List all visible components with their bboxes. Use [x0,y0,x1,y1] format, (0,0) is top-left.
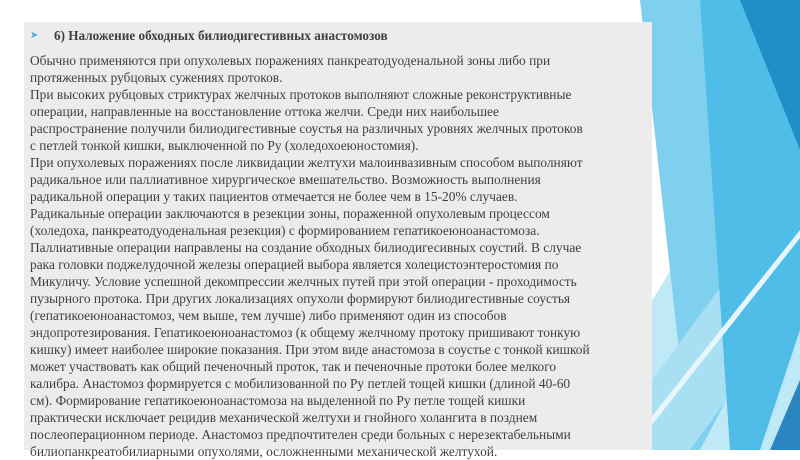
text-line: см). Формирование гепатикоеюноанастомоза на выделенной по Ру петле тощей кишки [30,393,526,408]
text-line: может участвовать как общий печеночный проток, так и печеночные протоки более мелкого [30,359,557,374]
slide-heading: 6) Наложение обходных билиодигестивных анастомозов [54,28,388,43]
text-line: Паллиативные операции направлены на создание обходных билиодигесивных соустий. В случае [30,240,582,255]
text-line: практически исключает рецидив механической желтухи и гнойного холангита в позднем [30,410,538,425]
text-line: эндопротезирования. Гепатикоеюноанастомоз (к общему желчному протоку пришивают тонкую [30,325,581,340]
text-line: (гепатикоеюноанастомоз, чем выше, тем лучше) либо применяют один из способов [30,308,507,323]
text-line: послеоперационном периоде. Анастомоз предпочтителен среди больных с нерезектабельными [30,427,571,442]
text-line: пузырного протока. При других локализациях опухоли формируют билиодигестивные соустья [30,291,571,306]
text-line: радикальное или паллиативное хирургическое вмешательство. Возможность выполнения [30,172,541,187]
text-line: радикальной операции у таких пациентов отмечается не более чем в 15-20% случаев. [30,189,518,204]
text-line: протяженных рубцовых сужениях протоков. [30,70,283,85]
text-line: калибра. Анастомоз формируется с мобилизованной по Ру петлей тощей кишки (длиной 40-60 [30,376,571,391]
text-line: Микуличу. Условие успешной декомпрессии желчных путей при этой операции - проходимость [30,274,577,289]
bullet-arrow-icon: ➤ [30,30,39,41]
text-line: кишку) имеет наиболее широкие показания. При этом виде анастомоза в соустье с тонкой кишкой [30,342,590,357]
text-line: с петлей тонкой кишки, выключенной по Ру (холедохоеюностомия). [30,138,419,153]
text-line: При опухолевых поражениях после ликвидации желтухи малоинвазивным способом выполняют [30,155,583,170]
text-line: Радикальные операции заключаются в резекции зоны, пораженной опухолевым процессом [30,206,550,221]
text-line: рака головки поджелудочной железы операцией выбора является холецистоэнтеростомия по [30,257,559,272]
text-line: Обычно применяются при опухолевых поражениях панкреатодуоденальной зоны либо при [30,53,551,68]
text-line: (холедоха, панкреатодуоденальная резекция) с формированием гепатикоеюноанастомоза. [30,223,540,238]
text-line: При высоких рубцовых стриктурах желчных протоков выполняют сложные реконструктивные [30,87,572,102]
body-text [30,52,670,460]
text-line: билиопанкреатобилиарными опухолями, осложненными механической желтухой. [30,444,498,459]
text-line: распространение получили билиодигестивные соустья на различных уровнях желчных протоков [30,121,583,136]
text-line: операции, направленные на восстановление оттока желчи. Среди них наибольшее [30,104,499,119]
